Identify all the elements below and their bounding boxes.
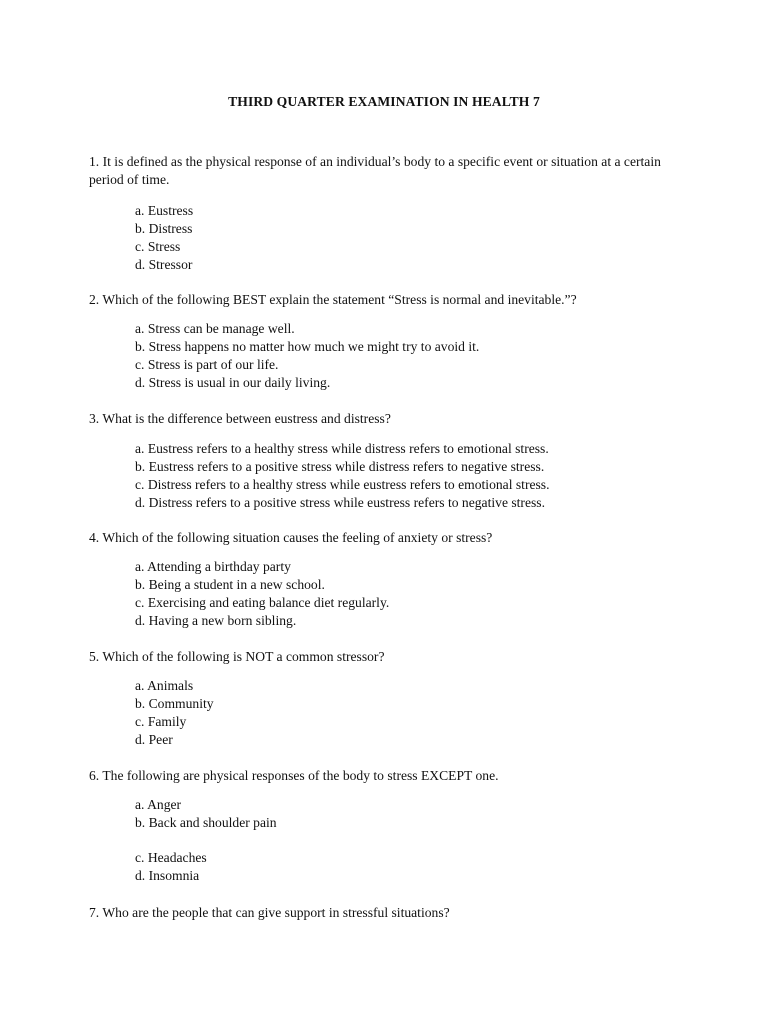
question-3: 3. What is the difference between eustress and distress? <box>89 411 391 426</box>
question-6: 6. The following are physical responses of the body to stress EXCEPT one. <box>89 768 499 783</box>
question-7: 7. Who are the people that can give support in stressful situations? <box>89 905 450 920</box>
option-d: d. Stressor <box>135 257 193 272</box>
option-d: d. Having a new born sibling. <box>135 613 297 628</box>
question-3-options <box>135 440 695 512</box>
exam-title: THIRD QUARTER EXAMINATION IN HEALTH 7 <box>228 94 540 109</box>
option-a: a. Anger <box>135 797 182 812</box>
option-b: b. Distress <box>135 221 193 236</box>
option-c: c. Exercising and eating balance diet regularly. <box>135 595 390 610</box>
option-b: b. Stress happens no matter how much we might try to avoid it. <box>135 339 480 354</box>
option-c: c. Stress <box>135 239 181 254</box>
question-1: 1. It is defined as the physical response of an individual’s body to a specific event or situation at a certain period of time. <box>89 154 661 187</box>
option-d: d. Insomnia <box>135 868 200 883</box>
option-b: b. Being a student in a new school. <box>135 577 325 592</box>
option-b: b. Eustress refers to a positive stress while distress refers to negative stress. <box>135 459 545 474</box>
option-b: b. Back and shoulder pain <box>135 815 277 830</box>
option-b: b. Community <box>135 696 214 711</box>
option-c: c. Stress is part of our life. <box>135 357 279 372</box>
option-a: a. Attending a birthday party <box>135 559 291 574</box>
option-d: d. Peer <box>135 732 173 747</box>
option-d: d. Distress refers to a positive stress while eustress refers to negative stress. <box>135 495 545 510</box>
option-c: c. Headaches <box>135 850 207 865</box>
question-4: 4. Which of the following situation causes the feeling of anxiety or stress? <box>89 530 493 545</box>
option-a: a. Animals <box>135 678 194 693</box>
option-a: a. Eustress refers to a healthy stress while distress refers to emotional stress. <box>135 441 549 456</box>
question-5-options <box>135 677 695 749</box>
option-c: c. Family <box>135 714 187 729</box>
question-5: 5. Which of the following is NOT a common stressor? <box>89 649 385 664</box>
option-a: a. Eustress <box>135 203 194 218</box>
question-6-options <box>135 796 695 832</box>
option-d: d. Stress is usual in our daily living. <box>135 375 331 390</box>
question-6-options-continued <box>135 849 695 885</box>
option-a: a. Stress can be manage well. <box>135 321 295 336</box>
question-1-options <box>135 202 695 274</box>
question-2-options <box>135 320 695 392</box>
option-c: c. Distress refers to a healthy stress while eustress refers to emotional stress. <box>135 477 550 492</box>
question-2: 2. Which of the following BEST explain the statement “Stress is normal and inevitable.”? <box>89 292 577 307</box>
question-4-options <box>135 558 695 630</box>
